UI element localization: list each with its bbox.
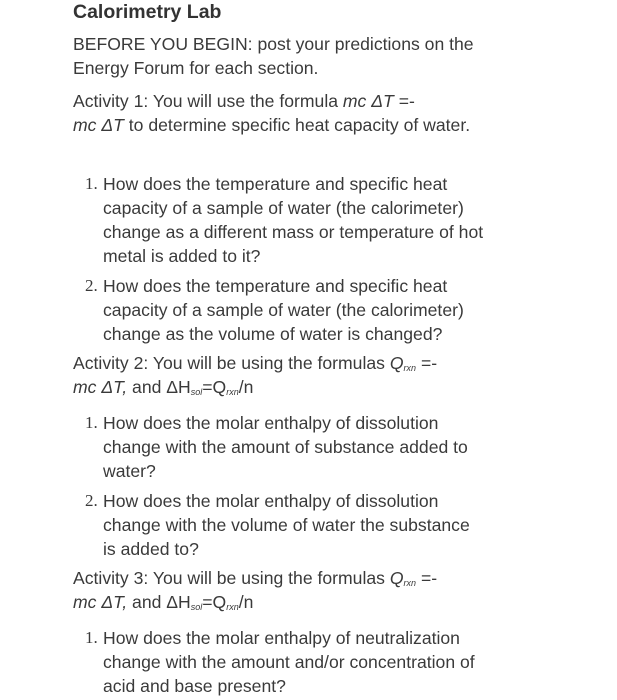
question-line: How does the temperature and specific heat: [103, 276, 448, 296]
activity1-text: =-: [393, 91, 415, 111]
formula-text: Q: [389, 568, 404, 588]
question-text: [103, 411, 603, 483]
question-number: 2.: [85, 276, 98, 295]
formula-subscript: rxn: [403, 363, 417, 373]
question-line: change with the amount and/or concentration of: [103, 652, 475, 672]
question-text: [103, 274, 603, 346]
activity3-text: /n: [238, 592, 254, 612]
activity1-text: to determine specific heat capacity of water.: [123, 115, 471, 135]
activity3-text: =Q: [202, 592, 227, 612]
activity2-line: [73, 351, 437, 375]
question-line: change as the volume of water is changed?: [103, 324, 443, 344]
question-line: change with the amount of substance added to: [103, 437, 468, 457]
activity3-text: and ΔH: [127, 592, 191, 612]
activity1-heading: [73, 89, 470, 137]
question-line: acid and base present?: [103, 676, 286, 696]
question-text: [103, 489, 603, 561]
activity2-text: Activity 2: You will be using the formulas: [73, 353, 390, 373]
intro-line: BEFORE YOU BEGIN: post your predictions on the: [73, 34, 474, 54]
document-title: Calorimetry Lab: [73, 1, 222, 23]
activity3-line: [73, 566, 437, 590]
formula-subscript: rxn: [403, 578, 417, 588]
question-line: How does the molar enthalpy of neutralization: [103, 628, 460, 648]
question-line: capacity of a sample of water (the calorimeter): [103, 198, 464, 218]
activity1-line: [73, 89, 470, 113]
question-number: 1.: [85, 628, 98, 647]
activity2-heading: [73, 351, 437, 399]
formula-subscript: rxn: [226, 387, 239, 397]
question-text: [103, 172, 603, 268]
question-line: How does the temperature and specific heat: [103, 174, 448, 194]
activity3-heading: [73, 566, 437, 614]
activity2-text: =-: [416, 353, 438, 373]
activity1-line: [73, 113, 470, 137]
question-line: change with the volume of water the substance: [103, 515, 470, 535]
formula-text: Q: [389, 353, 404, 373]
activity3-text: Activity 3: You will be using the formulas: [73, 568, 390, 588]
formula-text: mc ΔT: [73, 115, 124, 135]
activity1-text: Activity 1: You will use the formula: [73, 91, 343, 111]
intro-paragraph: [73, 32, 474, 80]
formula-text: mc ΔT: [342, 91, 394, 111]
activity2-text: and ΔH: [127, 377, 191, 397]
activity3-line: [73, 590, 437, 614]
formula-subscript: rxn: [226, 602, 239, 612]
formula-text: mc ΔT,: [73, 377, 128, 397]
question-line: metal is added to it?: [103, 246, 261, 266]
activity3-text: =-: [416, 568, 438, 588]
formula-text: mc ΔT,: [73, 592, 128, 612]
activity2-line: [73, 375, 437, 399]
question-line: How does the molar enthalpy of dissolution: [103, 491, 439, 511]
question-number: 1.: [85, 413, 98, 432]
activity2-text: =Q: [202, 377, 227, 397]
activity2-text: /n: [238, 377, 254, 397]
question-number: 1.: [85, 174, 98, 193]
formula-subscript: sol: [190, 602, 203, 612]
intro-line: Energy Forum for each section.: [73, 58, 319, 78]
question-text: [103, 626, 603, 698]
question-line: How does the molar enthalpy of dissolution: [103, 413, 439, 433]
question-line: water?: [103, 461, 156, 481]
question-line: change as a different mass or temperature of hot: [103, 222, 484, 242]
formula-subscript: sol: [190, 387, 203, 397]
question-line: is added to?: [103, 539, 199, 559]
question-number: 2.: [85, 491, 98, 510]
question-line: capacity of a sample of water (the calorimeter): [103, 300, 464, 320]
